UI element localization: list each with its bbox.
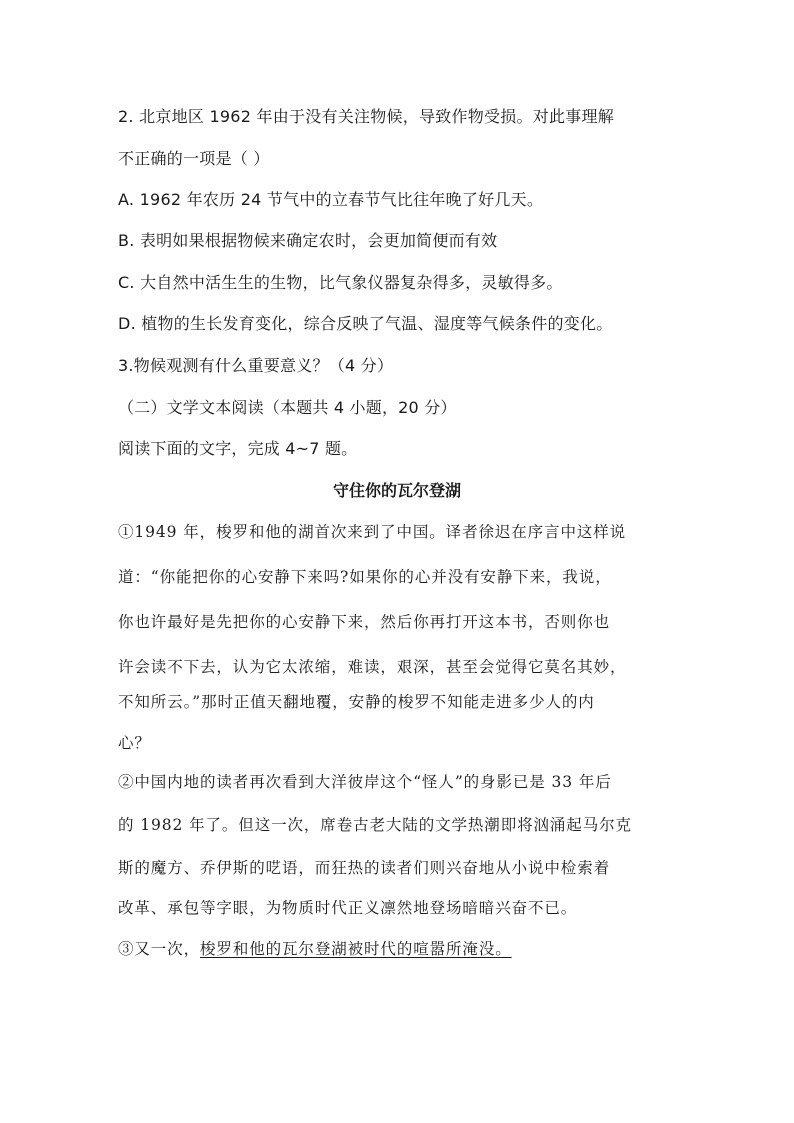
article-line: 道：“你能把你的心安静下来吗?如果你的心并没有安静下来，我说，	[118, 568, 612, 586]
article-paragraph-3	[118, 939, 512, 959]
option-a: A. 1962 年农历 24 节气中的立春节气比往年晚了好几天。	[118, 190, 544, 209]
article-line: 心？	[118, 734, 151, 752]
article-line: ②中国内地的读者再次看到大洋彼岸这个“怪人”的身影已是 33 年后	[118, 773, 612, 791]
article-line: ①1949 年，梭罗和他的湖首次来到了中国。译者徐迟在序言中这样说	[118, 523, 627, 541]
question-3: 3.物候观测有什么重要意义？（4 分）	[118, 356, 394, 375]
article-title: 守住你的瓦尔登湖	[332, 481, 461, 500]
article-line: 改革、承包等字眼，为物质时代正义凛然地登场暗暗兴奋不已。	[118, 899, 578, 917]
article-line: 许会读不下去，认为它太浓缩，难读，艰深，甚至会觉得它莫名其妙，	[118, 658, 627, 676]
option-c: C. 大自然中活生生的生物，比气象仪器复杂得多，灵敏得多。	[118, 273, 563, 292]
article-line: 斯的魔方、乔伊斯的呓语，而狂热的读者们则兴奋地从小说中检索着	[118, 859, 611, 877]
underlined-sentence: 梭罗和他的瓦尔登湖被时代的喧嚣所淹没。	[200, 940, 512, 958]
article-line: 的 1982 年了。但这一次，席卷古老大陆的文学热潮即将汹涌起马尔克	[118, 816, 632, 834]
paragraph-3-prefix: ③又一次，	[118, 940, 201, 958]
option-b: B. 表明如果根据物候来确定农时，会更加简便而有效	[118, 231, 498, 250]
article-line: 不知所云。”那时正值天翻地覆，安静的梭罗不知能走进多少人的内	[118, 693, 595, 711]
section-heading: （二）文学文本阅读（本题共 4 小题，20 分）	[118, 398, 457, 417]
section-instruction: 阅读下面的文字，完成 4~7 题。	[118, 439, 358, 458]
article-line: 你也许最好是先把你的心安静下来，然后你再打开这本书，否则你也	[118, 613, 611, 631]
question-2-line-1: 2. 北京地区 1962 年由于没有关注物候，导致作物受损。对此事理解	[118, 107, 614, 126]
option-d: D. 植物的生长发育变化，综合反映了气温、湿度等气候条件的变化。	[118, 314, 613, 333]
question-2-line-2: 不正确的一项是（ ）	[118, 149, 270, 168]
